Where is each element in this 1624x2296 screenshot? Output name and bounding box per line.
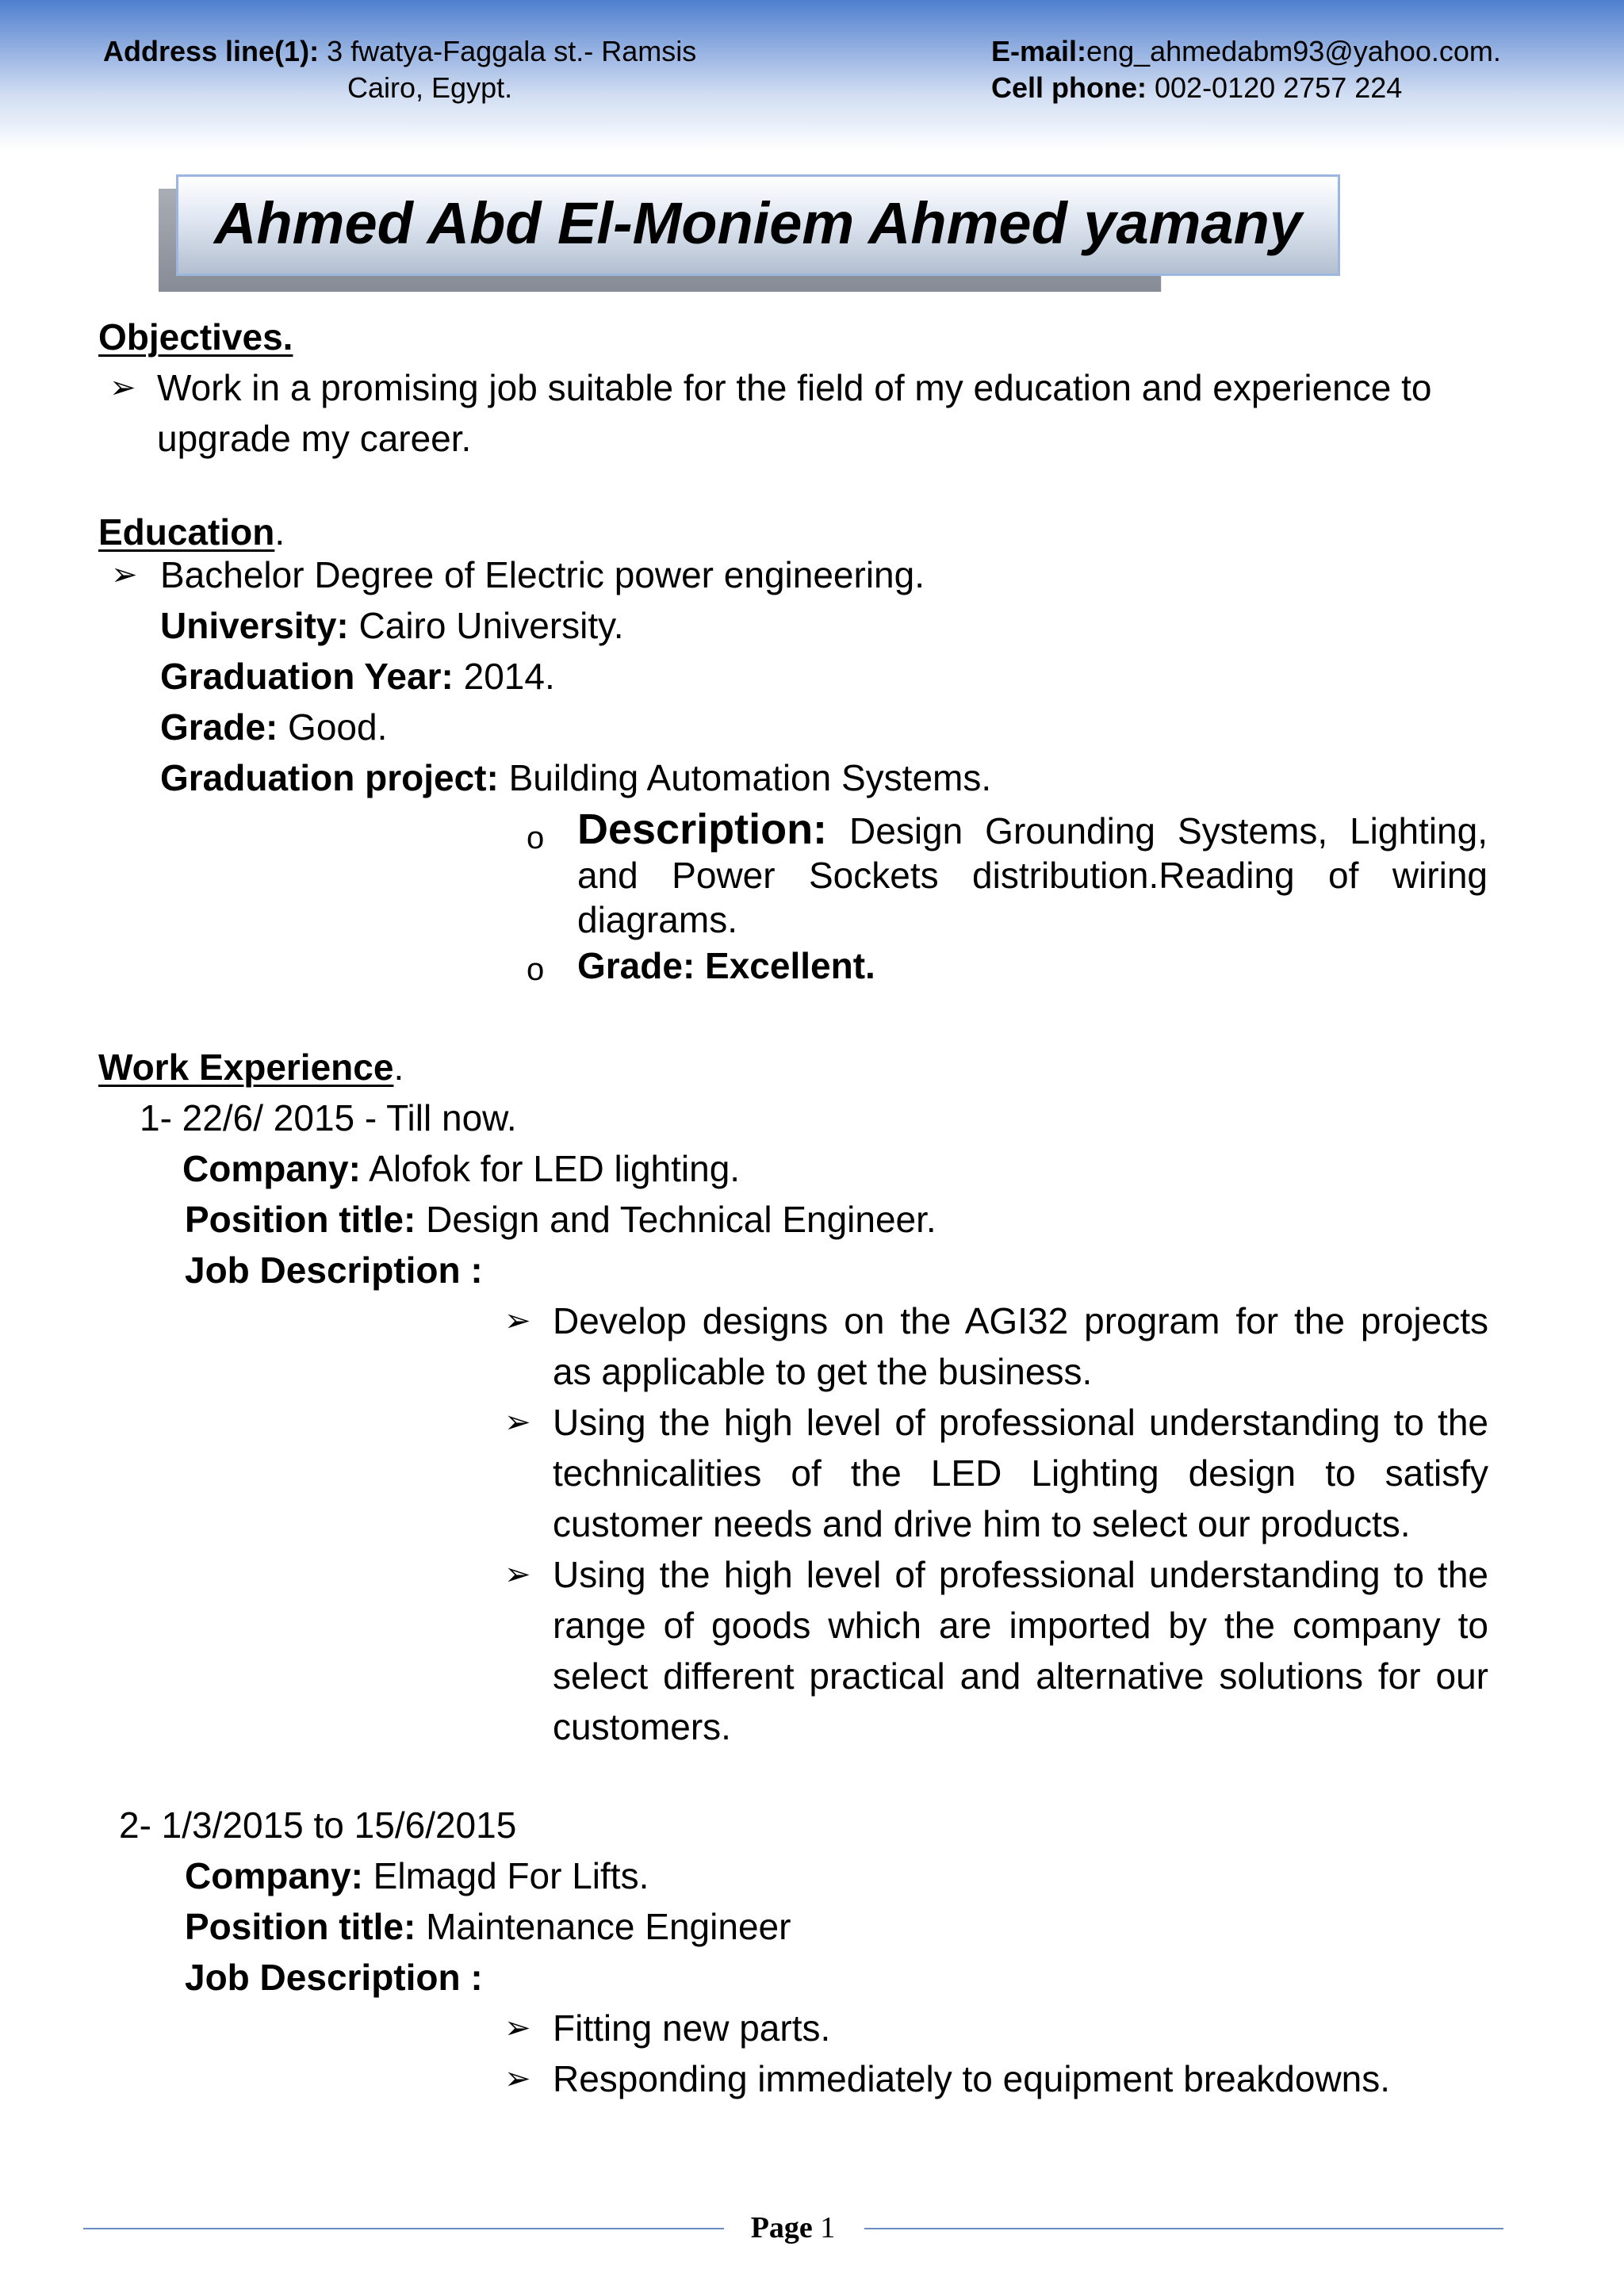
arrow-bullet-icon: ➢ <box>109 370 136 405</box>
job2-period: 2- 1/3/2015 to 15/6/2015 <box>119 1804 517 1846</box>
address-block <box>103 33 696 106</box>
address-label: Address line(1): <box>103 35 320 67</box>
page-number: Page 1 <box>750 2211 836 2244</box>
arrow-bullet-icon: ➢ <box>504 1405 531 1440</box>
arrow-bullet-icon: ➢ <box>504 2061 531 2096</box>
education-degree: Bachelor Degree of Electric power engineering. <box>160 554 925 595</box>
job2-position: Position title: Maintenance Engineer <box>185 1906 791 1947</box>
footer-rule-right <box>864 2228 1503 2229</box>
education-year: Graduation Year: 2014. <box>160 656 555 697</box>
education-heading: Education. <box>98 511 285 553</box>
job1-company: Company: Alofok for LED lighting. <box>182 1148 741 1189</box>
work-heading: Work Experience. <box>98 1047 404 1088</box>
footer-rule-left <box>83 2228 724 2229</box>
objective-line1: Work in a promising job suitable for the field of my education and experience to <box>157 367 1432 408</box>
arrow-bullet-icon: ➢ <box>504 1303 531 1338</box>
project-description: Description: Design Grounding Systems, Lighting, and Power Sockets distribution.Reading of wiring diagrams. <box>577 806 1488 940</box>
arrow-bullet-icon: ➢ <box>111 557 138 592</box>
arrow-bullet-icon: ➢ <box>504 1557 531 1592</box>
project-grade: Grade: Excellent. <box>577 945 875 986</box>
phone-value: 002-0120 2757 224 <box>1147 71 1403 104</box>
job1-duty-1: Develop designs on the AGI32 program for the projects as applicable to get the business. <box>553 1300 1488 1392</box>
job2-company: Company: Elmagd For Lifts. <box>185 1855 649 1896</box>
email-label: E-mail: <box>991 35 1087 67</box>
job1-position: Position title: Design and Technical Engineer. <box>185 1199 936 1240</box>
circle-bullet-icon: o <box>527 952 545 987</box>
education-university: University: Cairo University. <box>160 605 624 646</box>
address-line1: 3 fwatya-Faggala st.- Ramsis <box>319 35 697 67</box>
job2-duty-2: Responding immediately to equipment breakdowns. <box>553 2058 1391 2099</box>
job1-desc-label: Job Description : <box>185 1249 483 1291</box>
education-grade: Grade: Good. <box>160 706 388 748</box>
candidate-name: Ahmed Abd El-Moniem Ahmed yamany <box>214 190 1302 256</box>
job2-duty-1: Fitting new parts. <box>553 2007 831 2049</box>
objective-line2: upgrade my career. <box>157 418 472 459</box>
arrow-bullet-icon: ➢ <box>504 2011 531 2045</box>
job1-duty-2: Using the high level of professional understanding to the technicalities of the LED Lighting design to satisfy customer needs and drive him to select our products. <box>553 1402 1488 1544</box>
phone-label: Cell phone: <box>991 71 1147 104</box>
address-line2: Cairo, Egypt. <box>347 71 513 104</box>
email-value: eng_ahmedabm93@yahoo.com. <box>1086 35 1501 67</box>
contact-block <box>991 33 1501 106</box>
job1-period: 1- 22/6/ 2015 - Till now. <box>140 1097 517 1138</box>
objectives-heading: Objectives. <box>98 316 293 358</box>
job1-duty-3: Using the high level of professional understanding to the range of goods which are imported by the company to select different practical and alternative solutions for our customers. <box>553 1554 1488 1747</box>
circle-bullet-icon: o <box>527 821 545 855</box>
education-project: Graduation project: Building Automation Systems. <box>160 757 992 798</box>
job2-desc-label: Job Description : <box>185 1957 483 1998</box>
